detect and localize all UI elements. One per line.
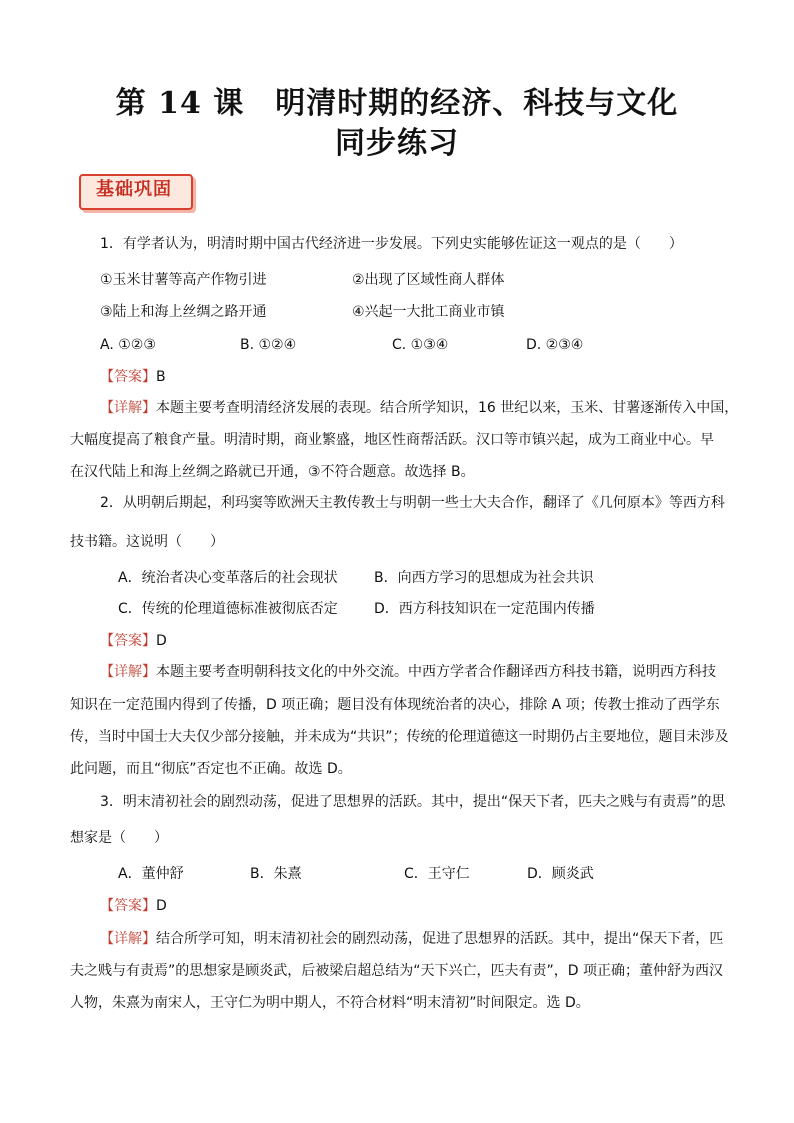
- q1-answer-value: B: [156, 369, 166, 385]
- q1-detail-text: 本题主要考查明清经济发展的表现。结合所学知识，16 世纪以来，玉米、甘薯逐渐传入中国，: [156, 400, 739, 416]
- q3-answer: [100, 896, 167, 916]
- detail-tag: 【详解】: [100, 664, 156, 680]
- q3-answer-value: D: [156, 898, 167, 914]
- q1-item: ③陆上和海上丝绸之路开通: [100, 304, 267, 320]
- q2-detail-line: [100, 662, 716, 682]
- answer-tag: 【答案】: [100, 633, 156, 649]
- q1-stem: 1．有学者认为，明清时期中国古代经济进一步发展。下列史实能够佐证这一观点的是（ ）: [100, 236, 683, 252]
- q2-stem: 2．从明朝后期起，利玛窦等欧洲天主教传教士与明朝一些士大夫合作，翻译了《几何原本》等西方科: [100, 495, 725, 511]
- q1-option-b: B. ①②④: [240, 337, 297, 353]
- q2-detail-line: 此问题，而且“彻底”否定也不正确。故选 D。: [70, 761, 352, 777]
- q1-option-c: C. ①③④: [392, 337, 449, 353]
- q2-answer-value: D: [156, 633, 167, 649]
- page-subtitle: 同步练习: [335, 126, 459, 161]
- section-badge: [79, 170, 193, 208]
- q3-detail-text: 结合所学可知，明末清初社会的剧烈动荡，促进了思想界的活跃。其中，提出“保天下者，匹: [156, 931, 724, 947]
- q2-option-a: A．统治者决心变革落后的社会现状: [118, 570, 338, 586]
- q1-option-a: A. ①②③: [100, 337, 156, 353]
- q2-detail-line: 知识在一定范围内得到了传播，D 项正确；题目没有体现统治者的决心，排除 A 项；传教士推动了西学东: [70, 697, 720, 713]
- q1-item: ②出现了区域性商人群体: [352, 272, 505, 288]
- q1-option-d: D. ②③④: [526, 337, 584, 353]
- answer-tag: 【答案】: [100, 898, 156, 914]
- q3-option-a: A．董仲舒: [118, 866, 184, 882]
- q2-option-d: D．西方科技知识在一定范围内传播: [374, 601, 595, 617]
- page-title: 第 14 课 明清时期的经济、科技与文化: [115, 86, 679, 121]
- q2-option-c: C．传统的伦理道德标准被彻底否定: [118, 601, 338, 617]
- q2-answer: [100, 631, 167, 651]
- q2-detail-line: 传，当时中国士大夫仅少部分接触，并未成为“共识”；传统的伦理道德这一时期仍占主要地位，题目未涉及: [70, 729, 729, 745]
- q3-option-b: B．朱熹: [250, 866, 302, 882]
- q1-detail-line: 在汉代陆上和海上丝绸之路就已开通，③不符合题意。故选择 B。: [70, 464, 475, 480]
- q2-detail-text: 本题主要考查明朝科技文化的中外交流。中西方学者合作翻译西方科技书籍，说明西方科技: [156, 664, 716, 680]
- badge-label: 基础巩固: [96, 179, 172, 200]
- q3-detail-line: 夫之贱与有责焉”的思想家是顾炎武，后被梁启超总结为“天下兴亡，匹夫有责”，D 项正确；董仲舒为西汉: [70, 963, 723, 979]
- q3-stem: 3．明末清初社会的剧烈动荡，促进了思想界的活跃。其中，提出“保天下者，匹夫之贱与有责焉”的思: [100, 794, 726, 810]
- detail-tag: 【详解】: [100, 400, 156, 416]
- q1-item: ④兴起一大批工商业市镇: [352, 304, 505, 320]
- detail-tag: 【详解】: [100, 931, 156, 947]
- q3-option-c: C．王守仁: [404, 866, 470, 882]
- q3-option-d: D．顾炎武: [527, 866, 594, 882]
- q1-detail-line: [100, 398, 738, 418]
- q3-detail-line: [100, 929, 723, 949]
- q1-answer: [100, 367, 166, 387]
- q1-detail-line: 大幅度提高了粮食产量。明清时期，商业繁盛，地区性商帮活跃。汉口等市镇兴起，成为工商业中心。早: [70, 432, 714, 448]
- q2-stem: 技书籍。这说明（ ）: [70, 534, 224, 550]
- q3-detail-line: 人物，朱熹为南宋人，王守仁为明中期人，不符合材料“明末清初”时间限定。选 D。: [70, 995, 590, 1011]
- q2-option-b: B．向西方学习的思想成为社会共识: [374, 570, 594, 586]
- q3-stem: 想家是（ ）: [70, 830, 168, 846]
- q1-item: ①玉米甘薯等高产作物引进: [100, 272, 267, 288]
- answer-tag: 【答案】: [100, 369, 156, 385]
